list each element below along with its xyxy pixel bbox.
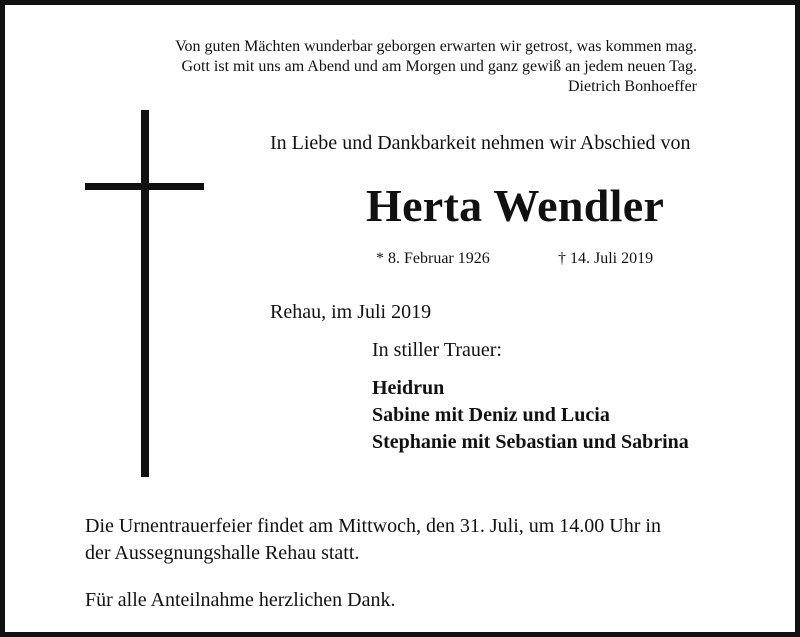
cross-horizontal-bar: [85, 183, 204, 190]
ceremony-line-2: der Aussegnungshalle Rehau statt.: [85, 542, 360, 564]
family-member: Heidrun: [372, 377, 445, 399]
place-and-date: Rehau, im Juli 2019: [270, 301, 432, 323]
birth-date: * 8. Februar 1926: [376, 250, 490, 267]
quote-author: Dietrich Bonhoeffer: [568, 78, 697, 95]
mourning-label: In stiller Trauer:: [372, 339, 502, 361]
deceased-name: Herta Wendler: [366, 180, 665, 231]
thanks-text: Für alle Anteilnahme herzlichen Dank.: [85, 589, 396, 611]
quote-line-2: Gott ist mit uns am Abend und am Morgen und ganz gewiß an jedem neuen Tag.: [181, 58, 697, 75]
quote-line-1: Von guten Mächten wunderbar geborgen erwarten wir getrost, was kommen mag.: [175, 38, 697, 55]
ceremony-line-1: Die Urnentrauerfeier findet am Mittwoch, den 31. Juli, um 14.00 Uhr in: [85, 515, 661, 537]
family-member: Stephanie mit Sebastian und Sabrina: [372, 431, 689, 453]
death-date: † 14. Juli 2019: [558, 250, 654, 267]
farewell-intro: In Liebe und Dankbarkeit nehmen wir Abschied von: [270, 132, 691, 154]
family-member: Sabine mit Deniz und Lucia: [372, 404, 610, 426]
cross-vertical-bar: [141, 110, 149, 477]
